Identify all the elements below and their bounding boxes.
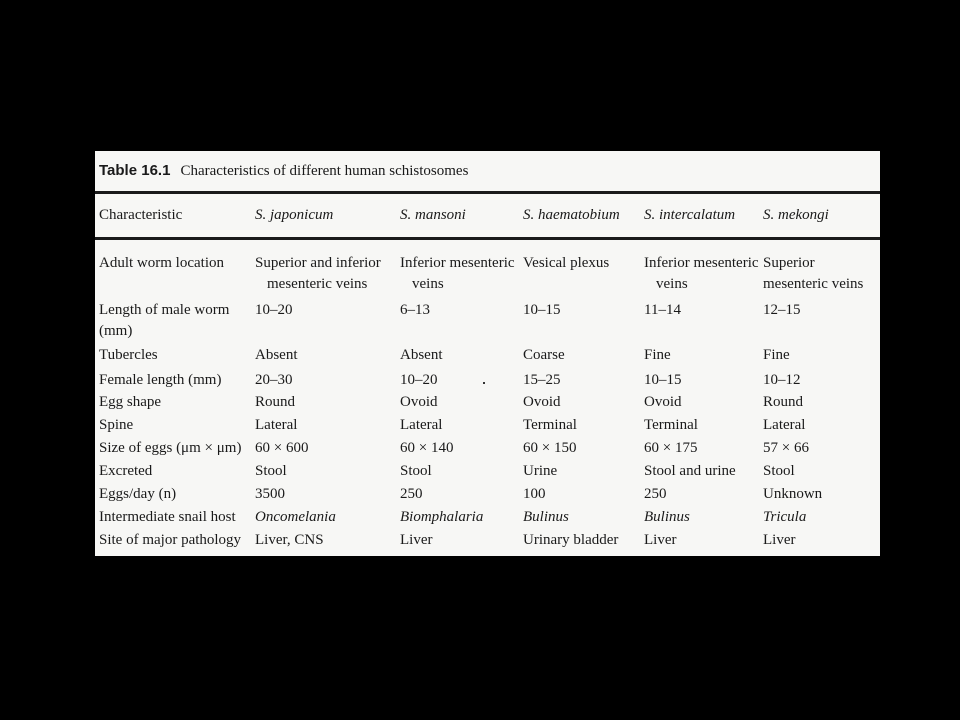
column-header-mekongi: S. mekongi [763,207,829,223]
cell-intercalatum: 10–15 [644,372,682,388]
cell-japonicum: Absent [255,347,298,363]
cell-intercalatum: Ovoid [644,394,682,410]
cell-mekongi: Liver [763,532,796,548]
cell-intercalatum: 11–14 [644,302,681,318]
cell-haematobium: 60 × 150 [523,440,577,456]
row-label: Adult worm location [99,255,224,271]
cell-haematobium: Urine [523,463,558,479]
cell-japonicum: 60 × 600 [255,440,309,456]
cell-mansoni: 250 [400,486,423,502]
cell-japonicum: 3500 [255,486,285,502]
row-label: Size of eggs (μm × μm) [99,440,242,456]
table-number: Table 16.1 [99,162,171,179]
row-label: Female length (mm) [99,372,222,388]
row-label: Spine [99,417,134,433]
cell-japonicum: Liver, CNS [255,532,324,548]
row-label: Tubercles [99,347,158,363]
cell-mansoni: 10–20 [400,372,438,388]
row-label: Intermediate snail host [99,509,236,525]
row-label: Egg shape [99,394,162,410]
top-rule [95,191,880,194]
row-label: Length of male worm (mm) [99,302,230,339]
row-label: Excreted [99,463,153,479]
cell-haematobium: Terminal [523,417,577,433]
cell-mansoni: Stool [400,463,432,479]
row-label: Eggs/day (n) [99,486,177,502]
cell-japonicum: Stool [255,463,287,479]
cell-mekongi: Stool [763,463,795,479]
scanned-table-image [95,151,880,556]
cell-mansoni: Lateral [400,417,443,433]
cell-haematobium: 10–15 [523,302,561,318]
cell-intercalatum: Stool and urine [644,463,736,479]
cell-mekongi: 10–12 [763,372,801,388]
cell-mansoni: Inferior mesenteric veins [400,255,515,292]
cell-mekongi: Lateral [763,417,806,433]
table-caption: Characteristics of different human schistosomes [180,163,469,179]
cell-haematobium: Urinary bladder [523,532,619,548]
cell-intercalatum: 250 [644,486,667,502]
cell-mekongi: 57 × 66 [763,440,809,456]
cell-japonicum: Oncomelania [255,509,336,525]
column-header-characteristic: Characteristic [99,207,183,223]
column-header-intercalatum: S. intercalatum [644,207,736,223]
cell-haematobium: Coarse [523,347,565,363]
cell-mansoni: 60 × 140 [400,440,454,456]
cell-mansoni: Biomphalaria [400,509,484,525]
cell-haematobium: 15–25 [523,372,561,388]
scan-speck [483,382,485,384]
cell-mekongi: 12–15 [763,302,801,318]
cell-haematobium: Bulinus [523,509,569,525]
cell-intercalatum: Bulinus [644,509,690,525]
cell-intercalatum: Inferior mesenteric veins [644,255,759,292]
cell-japonicum: 10–20 [255,302,293,318]
cell-japonicum: Lateral [255,417,298,433]
column-header-mansoni: S. mansoni [400,207,466,223]
cell-mansoni: Ovoid [400,394,438,410]
column-header-haematobium: S. haematobium [523,207,620,223]
cell-intercalatum: Terminal [644,417,698,433]
cell-japonicum: Round [255,394,296,410]
cell-mekongi: Superior mesenteric veins [763,255,864,292]
cell-mansoni: Liver [400,532,433,548]
cell-haematobium: 100 [523,486,546,502]
row-label: Site of major pathology [99,532,242,548]
cell-intercalatum: Liver [644,532,677,548]
cell-haematobium: Ovoid [523,394,561,410]
cell-intercalatum: Fine [644,347,671,363]
cell-mekongi: Round [763,394,804,410]
cell-haematobium: Vesical plexus [523,255,610,271]
cell-mekongi: Tricula [763,509,807,525]
table-title [99,162,468,180]
column-header-japonicum: S. japonicum [255,207,334,223]
cell-japonicum: 20–30 [255,372,293,388]
cell-mansoni: Absent [400,347,443,363]
cell-japonicum: Superior and inferior mesenteric veins [255,255,381,292]
cell-mansoni: 6–13 [400,302,430,318]
cell-intercalatum: 60 × 175 [644,440,698,456]
cell-mekongi: Fine [763,347,790,363]
header-rule [95,237,880,240]
cell-mekongi: Unknown [763,486,823,502]
